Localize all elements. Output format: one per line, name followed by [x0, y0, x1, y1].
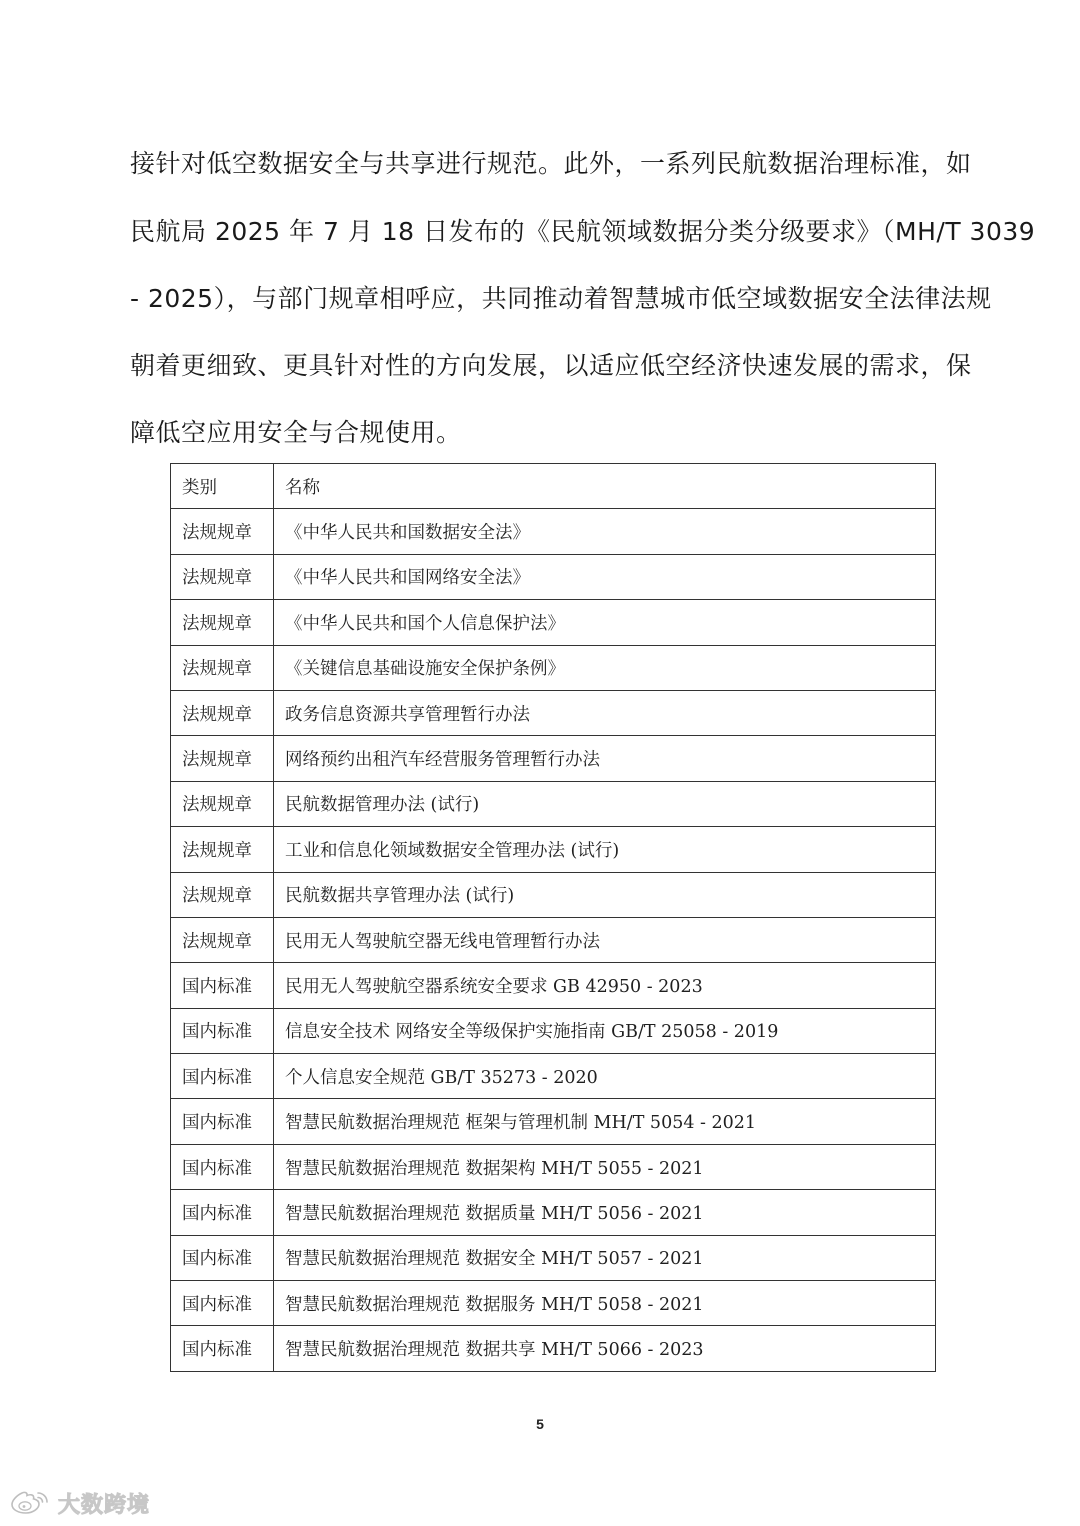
category-cell: 法规规章 [171, 781, 274, 826]
table-row [171, 1190, 936, 1235]
name-cell: 个人信息安全规范 GB/T 35273 - 2020 [274, 1054, 936, 1099]
name-cell: 智慧民航数据治理规范 数据共享 MH/T 5066 - 2023 [274, 1326, 936, 1371]
paragraph-line: 民航局 2025 年 7 月 18 日发布的《民航领域数据分类分级要求》（MH/T 3039 [130, 217, 1036, 246]
name-cell: 智慧民航数据治理规范 数据安全 MH/T 5057 - 2021 [274, 1235, 936, 1280]
category-cell: 法规规章 [171, 827, 274, 872]
paragraph-line: 障低空应用安全与合规使用。 [130, 418, 462, 447]
table-row [171, 1099, 936, 1144]
table-row [171, 917, 936, 962]
category-cell: 法规规章 [171, 690, 274, 735]
name-cell: 民航数据共享管理办法 (试行) [274, 872, 936, 917]
table-row [171, 1008, 936, 1053]
table-row [171, 554, 936, 599]
table-row [171, 872, 936, 917]
category-cell: 法规规章 [171, 736, 274, 781]
header-category: 类别 [171, 464, 274, 509]
header-name: 名称 [274, 464, 936, 509]
table-body [171, 509, 936, 1371]
category-cell: 国内标准 [171, 1235, 274, 1280]
table-row [171, 600, 936, 645]
table-row [171, 1326, 936, 1371]
paragraph-line: - 2025），与部门规章相呼应，共同推动着智慧城市低空域数据安全法律法规 [130, 284, 992, 313]
table-row [171, 645, 936, 690]
category-cell: 国内标准 [171, 963, 274, 1008]
category-cell: 法规规章 [171, 509, 274, 554]
table-row [171, 781, 936, 826]
paragraph-line: 接针对低空数据安全与共享进行规范。此外，一系列民航数据治理标准，如 [130, 149, 972, 178]
category-cell: 法规规章 [171, 554, 274, 599]
name-cell: 《中华人民共和国个人信息保护法》 [274, 600, 936, 645]
table-row [171, 827, 936, 872]
category-cell: 国内标准 [171, 1054, 274, 1099]
category-cell: 法规规章 [171, 600, 274, 645]
name-cell: 智慧民航数据治理规范 框架与管理机制 MH/T 5054 - 2021 [274, 1099, 936, 1144]
name-cell: 智慧民航数据治理规范 数据服务 MH/T 5058 - 2021 [274, 1281, 936, 1326]
name-cell: 民用无人驾驶航空器无线电管理暂行办法 [274, 917, 936, 962]
page-number: 5 [536, 1416, 544, 1432]
weibo-logo-icon [8, 1489, 52, 1519]
paragraph-line: 朝着更细致、更具针对性的方向发展，以适应低空经济快速发展的需求，保 [130, 351, 972, 380]
category-cell: 国内标准 [171, 1281, 274, 1326]
name-cell: 政务信息资源共享管理暂行办法 [274, 690, 936, 735]
name-cell: 智慧民航数据治理规范 数据架构 MH/T 5055 - 2021 [274, 1144, 936, 1189]
table-row [171, 690, 936, 735]
table-row [171, 963, 936, 1008]
name-cell: 智慧民航数据治理规范 数据质量 MH/T 5056 - 2021 [274, 1190, 936, 1235]
name-cell: 信息安全技术 网络安全等级保护实施指南 GB/T 25058 - 2019 [274, 1008, 936, 1053]
name-cell: 民航数据管理办法 (试行) [274, 781, 936, 826]
watermark [8, 1488, 150, 1519]
table-row [171, 1281, 936, 1326]
regulations-table [170, 463, 936, 1372]
watermark-text: 大数跨境 [58, 1493, 151, 1518]
name-cell: 《中华人民共和国数据安全法》 [274, 509, 936, 554]
category-cell: 国内标准 [171, 1099, 274, 1144]
table-row [171, 736, 936, 781]
name-cell: 工业和信息化领域数据安全管理办法 (试行) [274, 827, 936, 872]
category-cell: 国内标准 [171, 1008, 274, 1053]
table-row [171, 1235, 936, 1280]
category-cell: 国内标准 [171, 1190, 274, 1235]
category-cell: 国内标准 [171, 1144, 274, 1189]
table-header-row [171, 464, 936, 509]
table-row [171, 509, 936, 554]
category-cell: 国内标准 [171, 1326, 274, 1371]
name-cell: 《中华人民共和国网络安全法》 [274, 554, 936, 599]
table-row [171, 1054, 936, 1099]
category-cell: 法规规章 [171, 872, 274, 917]
name-cell: 民用无人驾驶航空器系统安全要求 GB 42950 - 2023 [274, 963, 936, 1008]
name-cell: 《关键信息基础设施安全保护条例》 [274, 645, 936, 690]
category-cell: 法规规章 [171, 645, 274, 690]
name-cell: 网络预约出租汽车经营服务管理暂行办法 [274, 736, 936, 781]
table-row [171, 1144, 936, 1189]
category-cell: 法规规章 [171, 917, 274, 962]
